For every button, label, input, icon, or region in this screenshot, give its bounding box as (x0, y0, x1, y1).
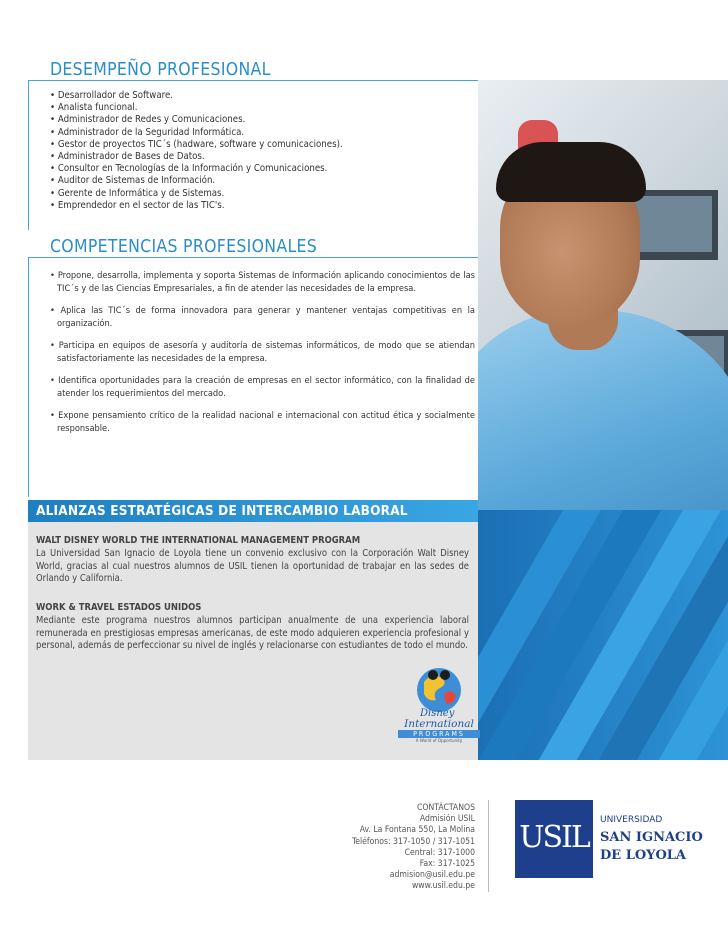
list-item: • Administrador de Bases de Datos. (50, 151, 343, 163)
list-item: • Aplica las TIC´s de forma innovadora para generar y mantener ventajas competitivas en la organización. (50, 304, 475, 330)
contact-email: admision@usil.edu.pe (389, 870, 475, 881)
contact-divider (488, 800, 489, 892)
list-item: • Expone pensamiento crítico de la realidad nacional e internacional con actitud ética y socialmente responsable. (50, 409, 475, 435)
blue-stripes-decoration (478, 510, 728, 760)
list-item: • Administrador de Redes y Comunicaciones. (50, 114, 343, 126)
disney-tagline: A World of Opportunity (415, 739, 463, 744)
competencias-list (50, 269, 475, 444)
disney-text: La Universidad San Ignacio de Loyola tiene un convenio exclusivo con la Corporación Walt Disney World, gracias al cual nuestros alumnos de USIL tienen la oportunidad de trabajar en las sedes de Orlando y California. (36, 548, 469, 584)
competencias-rule (28, 257, 478, 258)
student-photo (478, 80, 728, 510)
list-item: • Auditor de Sistemas de Información. (50, 175, 343, 187)
logo-line2: SAN IGNACIO (600, 830, 703, 845)
contact-line: Central: 317-1000 (404, 847, 475, 858)
list-item: • Identifica oportunidades para la creación de empresas en el sector informático, con la finalidad de atender los requerimientos del mercado. (50, 374, 475, 400)
competencias-title: COMPETENCIAS PROFESIONALES (50, 237, 318, 257)
list-item: • Analista funcional. (50, 102, 343, 114)
contact-line: Fax: 317-1025 (419, 859, 475, 870)
desempeno-rule-left (28, 80, 29, 230)
disney-line2: PROGRAMS (398, 730, 480, 738)
logo-line3: DE LOYOLA (600, 848, 687, 863)
contact-line: Admisión USIL (419, 814, 475, 825)
desempeno-rule (28, 80, 478, 81)
contact-block (330, 803, 475, 893)
list-item: • Desarrollador de Software. (50, 90, 343, 102)
list-item: • Emprendedor en el sector de las TIC's. (50, 200, 343, 212)
list-item: • Gerente de Informática y de Sistemas. (50, 188, 343, 200)
disney-heading: WALT DISNEY WORLD THE INTERNATIONAL MANAGEMENT PROGRAM (36, 535, 361, 546)
work-heading: WORK & TRAVEL ESTADOS UNIDOS (36, 602, 202, 613)
usil-monogram: USIL (519, 820, 589, 855)
contact-heading: CONTÁCTANOS (417, 803, 475, 813)
contact-line: Av. La Fontana 550, La Molina (359, 825, 475, 836)
competencias-rule-left (28, 257, 29, 497)
disney-line1: International (404, 718, 474, 730)
list-item: • Administrador de la Seguridad Informática. (50, 127, 343, 139)
contact-line: Teléfonos: 317-1050 / 317-1051 (351, 836, 475, 847)
alianzas-title: ALIANZAS ESTRATÉGICAS DE INTERCAMBIO LABORAL (36, 503, 408, 519)
contact-website: www.usil.edu.pe (411, 881, 475, 892)
desempeno-list (50, 90, 343, 212)
disney-international-logo (398, 664, 480, 744)
list-item: • Participa en equipos de asesoría y auditoría de sistemas informáticos, de modo que se atiendan satisfactoriamente las necesidades de la empresa. (50, 339, 475, 365)
logo-line1: UNIVERSIDAD (600, 815, 663, 825)
list-item: • Propone, desarrolla, implementa y soporta Sistemas de Información aplicando conocimientos de las TIC´s y de las Ciencias Empresariales, a fin de atender las necesidades de la empresa. (50, 269, 475, 295)
usil-logo-mark (515, 800, 593, 878)
desempeno-title: DESEMPEÑO PROFESIONAL (50, 60, 271, 80)
work-text: Mediante este programa nuestros alumnos participan anualmente de una experiencia laboral remunerada en prestigiosas empresas americanas, de este modo adquieren experiencia profesional y personal, además de perfeccionar su nivel de inglés y relacionarse con estudiantes de todo el mundo. (36, 615, 469, 651)
disney-brand: Disney (420, 708, 455, 719)
list-item: • Gestor de proyectos TIC´s (hadware, software y comunicaciones). (50, 139, 343, 151)
list-item: • Consultor en Tecnologías de la Información y Comunicaciones. (50, 163, 343, 175)
